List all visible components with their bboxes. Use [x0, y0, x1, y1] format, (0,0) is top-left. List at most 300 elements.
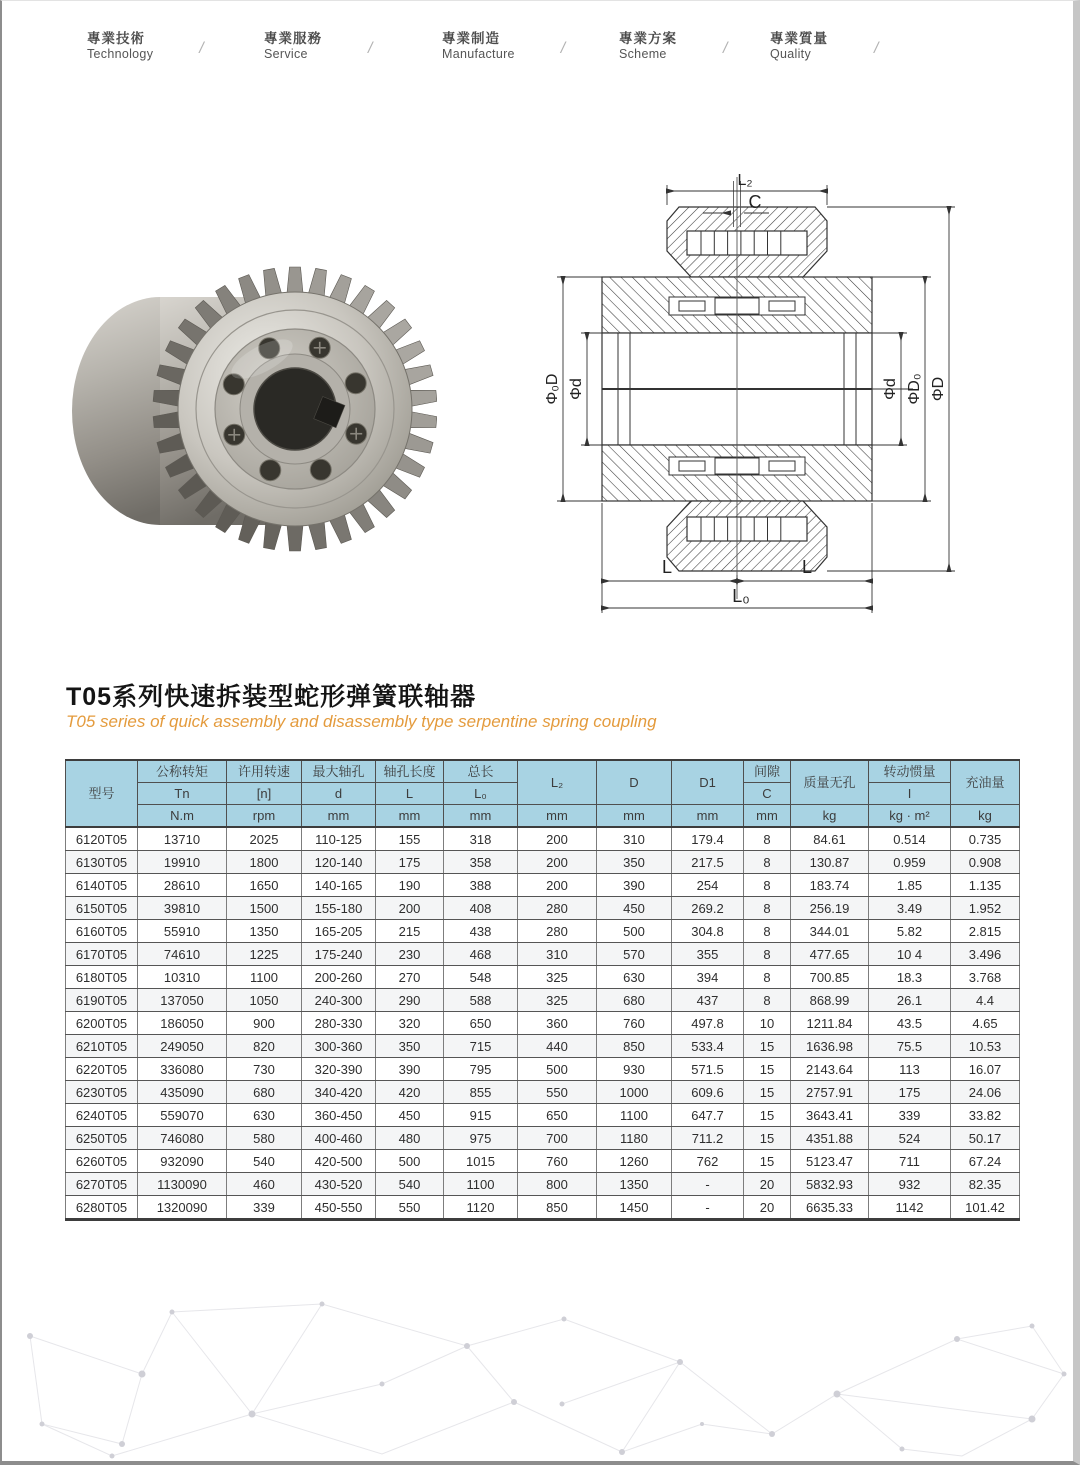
- dim-label-phi0d: Φ₀D: [544, 373, 561, 405]
- value-cell: 1500: [227, 897, 302, 920]
- table-row: [66, 943, 1020, 966]
- value-cell: 4.4: [951, 989, 1020, 1012]
- dim-label-l-right: L: [801, 557, 813, 577]
- value-cell: 408: [444, 897, 518, 920]
- value-cell: 437: [672, 989, 744, 1012]
- value-cell: 400-460: [302, 1127, 376, 1150]
- value-cell: 680: [227, 1081, 302, 1104]
- value-cell: 165-205: [302, 920, 376, 943]
- nav-item-scheme: [619, 31, 727, 61]
- value-cell: 500: [376, 1150, 444, 1173]
- model-cell: 6120T05: [66, 827, 138, 851]
- value-cell: 175-240: [302, 943, 376, 966]
- value-cell: 336080: [138, 1058, 227, 1081]
- value-cell: 13710: [138, 827, 227, 851]
- value-cell: 175: [376, 851, 444, 874]
- value-cell: 540: [227, 1150, 302, 1173]
- value-cell: 3.49: [869, 897, 951, 920]
- value-cell: 110-125: [302, 827, 376, 851]
- model-cell: 6130T05: [66, 851, 138, 874]
- value-cell: 650: [518, 1104, 597, 1127]
- slash-separator: /: [560, 39, 566, 57]
- value-cell: 20: [744, 1173, 791, 1196]
- value-cell: 711.2: [672, 1127, 744, 1150]
- model-cell: 6230T05: [66, 1081, 138, 1104]
- value-cell: 1636.98: [791, 1035, 869, 1058]
- value-cell: 932: [869, 1173, 951, 1196]
- value-cell: 1.952: [951, 897, 1020, 920]
- model-cell: 6190T05: [66, 989, 138, 1012]
- model-cell: 6210T05: [66, 1035, 138, 1058]
- dim-label-l0: L₀: [732, 586, 750, 606]
- value-cell: 320: [376, 1012, 444, 1035]
- col-header-name: L₂: [518, 760, 597, 805]
- value-cell: 1211.84: [791, 1012, 869, 1035]
- value-cell: 762: [672, 1150, 744, 1173]
- value-cell: 571.5: [672, 1058, 744, 1081]
- value-cell: 28610: [138, 874, 227, 897]
- spec-table: [65, 759, 1020, 1221]
- value-cell: 339: [227, 1196, 302, 1220]
- value-cell: 18.3: [869, 966, 951, 989]
- value-cell: 1350: [597, 1173, 672, 1196]
- constellation-pattern: [2, 1284, 1075, 1460]
- model-cell: 6170T05: [66, 943, 138, 966]
- value-cell: 310: [597, 827, 672, 851]
- value-cell: 540: [376, 1173, 444, 1196]
- value-cell: 43.5: [869, 1012, 951, 1035]
- value-cell: 680: [597, 989, 672, 1012]
- table-row: [66, 966, 1020, 989]
- value-cell: 190: [376, 874, 444, 897]
- value-cell: -: [672, 1196, 744, 1220]
- value-cell: 580: [227, 1127, 302, 1150]
- value-cell: 730: [227, 1058, 302, 1081]
- nav-item-quality: [770, 31, 878, 61]
- value-cell: 1100: [444, 1173, 518, 1196]
- value-cell: 1100: [597, 1104, 672, 1127]
- value-cell: 256.19: [791, 897, 869, 920]
- table-row: [66, 920, 1020, 943]
- value-cell: 588: [444, 989, 518, 1012]
- value-cell: 795: [444, 1058, 518, 1081]
- value-cell: 570: [597, 943, 672, 966]
- model-cell: 6140T05: [66, 874, 138, 897]
- nav-label-zh: 專業制造: [442, 31, 500, 46]
- value-cell: 975: [444, 1127, 518, 1150]
- model-cell: 6270T05: [66, 1173, 138, 1196]
- value-cell: 358: [444, 851, 518, 874]
- model-cell: 6280T05: [66, 1196, 138, 1220]
- nav-label-zh: 專業質量: [770, 31, 828, 46]
- value-cell: 130.87: [791, 851, 869, 874]
- value-cell: 183.74: [791, 874, 869, 897]
- value-cell: 1320090: [138, 1196, 227, 1220]
- col-header-name: 总长: [444, 760, 518, 783]
- value-cell: 420: [376, 1081, 444, 1104]
- dim-label-phid-right: Φd: [882, 378, 899, 400]
- dim-label-phid0: ΦD₀: [906, 373, 923, 405]
- col-header-symbol: C: [744, 783, 791, 805]
- value-cell: 318: [444, 827, 518, 851]
- value-cell: 350: [597, 851, 672, 874]
- value-cell: 269.2: [672, 897, 744, 920]
- value-cell: 340-420: [302, 1081, 376, 1104]
- value-cell: 500: [597, 920, 672, 943]
- value-cell: 533.4: [672, 1035, 744, 1058]
- value-cell: 179.4: [672, 827, 744, 851]
- value-cell: 50.17: [951, 1127, 1020, 1150]
- value-cell: 4351.88: [791, 1127, 869, 1150]
- value-cell: 310: [518, 943, 597, 966]
- value-cell: 1225: [227, 943, 302, 966]
- value-cell: 33.82: [951, 1104, 1020, 1127]
- model-cell: 6150T05: [66, 897, 138, 920]
- value-cell: 304.8: [672, 920, 744, 943]
- value-cell: 430-520: [302, 1173, 376, 1196]
- value-cell: 0.908: [951, 851, 1020, 874]
- dim-label-l-left: L: [661, 557, 673, 577]
- col-header-symbol: I: [869, 783, 951, 805]
- col-header-name: 轴孔长度: [376, 760, 444, 783]
- value-cell: 930: [597, 1058, 672, 1081]
- col-header-unit: kg: [791, 805, 869, 828]
- value-cell: 101.42: [951, 1196, 1020, 1220]
- value-cell: 200: [518, 874, 597, 897]
- value-cell: 217.5: [672, 851, 744, 874]
- model-cell: 6220T05: [66, 1058, 138, 1081]
- table-row: [66, 1058, 1020, 1081]
- value-cell: 175: [869, 1081, 951, 1104]
- nav-label-en: Scheme: [619, 46, 667, 61]
- value-cell: 140-165: [302, 874, 376, 897]
- dim-label-l2: L₂: [737, 172, 753, 189]
- value-cell: 8: [744, 827, 791, 851]
- col-header-symbol: L₀: [444, 783, 518, 805]
- nav-label-en: Manufacture: [442, 46, 515, 61]
- value-cell: 290: [376, 989, 444, 1012]
- value-cell: 320-390: [302, 1058, 376, 1081]
- col-header-unit: mm: [672, 805, 744, 828]
- value-cell: 468: [444, 943, 518, 966]
- coupling-photo-graphic: [57, 241, 437, 576]
- value-cell: 1800: [227, 851, 302, 874]
- spring-slots-top: [687, 231, 807, 255]
- nav-label-zh: 專業技術: [87, 31, 145, 46]
- value-cell: 200: [518, 851, 597, 874]
- value-cell: 480: [376, 1127, 444, 1150]
- table-row: [66, 1012, 1020, 1035]
- col-header-symbol: d: [302, 783, 376, 805]
- value-cell: 438: [444, 920, 518, 943]
- value-cell: 325: [518, 966, 597, 989]
- value-cell: 3.496: [951, 943, 1020, 966]
- value-cell: 2143.64: [791, 1058, 869, 1081]
- value-cell: 868.99: [791, 989, 869, 1012]
- nav-label-zh: 專業方案: [619, 31, 677, 46]
- table-row: [66, 851, 1020, 874]
- value-cell: 2.815: [951, 920, 1020, 943]
- value-cell: 5.82: [869, 920, 951, 943]
- value-cell: 215: [376, 920, 444, 943]
- col-header-unit: mm: [597, 805, 672, 828]
- col-header-name: D: [597, 760, 672, 805]
- dim-label-phidbig: ΦD: [930, 376, 947, 402]
- value-cell: 1050: [227, 989, 302, 1012]
- value-cell: 280: [518, 897, 597, 920]
- table-row: [66, 1173, 1020, 1196]
- model-cell: 6250T05: [66, 1127, 138, 1150]
- value-cell: 67.24: [951, 1150, 1020, 1173]
- value-cell: 700: [518, 1127, 597, 1150]
- value-cell: 20: [744, 1196, 791, 1220]
- col-header-name: 质量无孔: [791, 760, 869, 805]
- value-cell: 155: [376, 827, 444, 851]
- value-cell: 1142: [869, 1196, 951, 1220]
- value-cell: 8: [744, 920, 791, 943]
- value-cell: 82.35: [951, 1173, 1020, 1196]
- value-cell: 550: [376, 1196, 444, 1220]
- value-cell: 55910: [138, 920, 227, 943]
- value-cell: 1120: [444, 1196, 518, 1220]
- value-cell: 650: [444, 1012, 518, 1035]
- value-cell: 1180: [597, 1127, 672, 1150]
- value-cell: 850: [518, 1196, 597, 1220]
- value-cell: 344.01: [791, 920, 869, 943]
- value-cell: 8: [744, 989, 791, 1012]
- spring-slots-bottom: [687, 517, 807, 541]
- value-cell: 26.1: [869, 989, 951, 1012]
- value-cell: 440: [518, 1035, 597, 1058]
- value-cell: 1.85: [869, 874, 951, 897]
- spec-table-body: [66, 827, 1020, 1220]
- value-cell: 388: [444, 874, 518, 897]
- col-header-unit: mm: [376, 805, 444, 828]
- value-cell: 24.06: [951, 1081, 1020, 1104]
- slash-separator: /: [874, 39, 879, 57]
- value-cell: 4.65: [951, 1012, 1020, 1035]
- value-cell: 450: [376, 1104, 444, 1127]
- value-cell: 280: [518, 920, 597, 943]
- value-cell: 3.768: [951, 966, 1020, 989]
- value-cell: 500: [518, 1058, 597, 1081]
- coupling-body: [602, 207, 913, 571]
- model-cell: 6260T05: [66, 1150, 138, 1173]
- col-header-unit: mm: [518, 805, 597, 828]
- table-row: [66, 1035, 1020, 1058]
- value-cell: 435090: [138, 1081, 227, 1104]
- col-header-name: 最大轴孔: [302, 760, 376, 783]
- value-cell: 15: [744, 1058, 791, 1081]
- slash-separator: /: [368, 39, 373, 57]
- value-cell: 1130090: [138, 1173, 227, 1196]
- value-cell: 1260: [597, 1150, 672, 1173]
- value-cell: 647.7: [672, 1104, 744, 1127]
- value-cell: 932090: [138, 1150, 227, 1173]
- nav-item-technology: [87, 31, 204, 61]
- value-cell: 477.65: [791, 943, 869, 966]
- value-cell: 1350: [227, 920, 302, 943]
- value-cell: 280-330: [302, 1012, 376, 1035]
- col-header-unit: mm: [744, 805, 791, 828]
- value-cell: 8: [744, 966, 791, 989]
- table-row: [66, 989, 1020, 1012]
- dim-label-c: C: [748, 192, 762, 212]
- value-cell: 350: [376, 1035, 444, 1058]
- coupling-section-drawing: [517, 151, 997, 626]
- value-cell: 15: [744, 1127, 791, 1150]
- table-row: [66, 827, 1020, 851]
- col-header-unit: rpm: [227, 805, 302, 828]
- product-photo: [57, 241, 437, 576]
- value-cell: 900: [227, 1012, 302, 1035]
- value-cell: 609.6: [672, 1081, 744, 1104]
- value-cell: 270: [376, 966, 444, 989]
- nav-label-zh: 專業服務: [264, 31, 322, 46]
- value-cell: 630: [597, 966, 672, 989]
- value-cell: 850: [597, 1035, 672, 1058]
- value-cell: 1.135: [951, 874, 1020, 897]
- value-cell: 0.514: [869, 827, 951, 851]
- value-cell: 155-180: [302, 897, 376, 920]
- value-cell: 8: [744, 874, 791, 897]
- value-cell: 137050: [138, 989, 227, 1012]
- value-cell: 390: [376, 1058, 444, 1081]
- value-cell: 559070: [138, 1104, 227, 1127]
- col-header-name: D1: [672, 760, 744, 805]
- value-cell: 3643.41: [791, 1104, 869, 1127]
- value-cell: 113: [869, 1058, 951, 1081]
- value-cell: 1015: [444, 1150, 518, 1173]
- value-cell: 325: [518, 989, 597, 1012]
- value-cell: 10310: [138, 966, 227, 989]
- value-cell: 360: [518, 1012, 597, 1035]
- value-cell: 75.5: [869, 1035, 951, 1058]
- col-header-unit: N.m: [138, 805, 227, 828]
- dim-label-phid-left: Φd: [568, 378, 585, 400]
- slash-separator: /: [199, 39, 204, 57]
- col-header-name: 充油量: [951, 760, 1020, 805]
- value-cell: 15: [744, 1035, 791, 1058]
- value-cell: 10.53: [951, 1035, 1020, 1058]
- value-cell: 394: [672, 966, 744, 989]
- value-cell: 1000: [597, 1081, 672, 1104]
- value-cell: 186050: [138, 1012, 227, 1035]
- table-row: [66, 1081, 1020, 1104]
- value-cell: 497.8: [672, 1012, 744, 1035]
- value-cell: 746080: [138, 1127, 227, 1150]
- col-header-name: 转动惯量: [869, 760, 951, 783]
- col-header-name: 许用转速: [227, 760, 302, 783]
- value-cell: 630: [227, 1104, 302, 1127]
- value-cell: 240-300: [302, 989, 376, 1012]
- value-cell: 760: [597, 1012, 672, 1035]
- value-cell: 15: [744, 1104, 791, 1127]
- table-row: [66, 897, 1020, 920]
- value-cell: 711: [869, 1150, 951, 1173]
- col-header-model: 型号: [66, 760, 138, 827]
- bolt-left: [679, 301, 705, 311]
- value-cell: 16.07: [951, 1058, 1020, 1081]
- value-cell: 19910: [138, 851, 227, 874]
- table-row: [66, 1150, 1020, 1173]
- value-cell: 8: [744, 943, 791, 966]
- value-cell: 760: [518, 1150, 597, 1173]
- value-cell: 39810: [138, 897, 227, 920]
- col-header-symbol: [n]: [227, 783, 302, 805]
- value-cell: 420-500: [302, 1150, 376, 1173]
- nav-label-en: Technology: [87, 46, 154, 61]
- value-cell: 360-450: [302, 1104, 376, 1127]
- value-cell: 450-550: [302, 1196, 376, 1220]
- value-cell: 550: [518, 1081, 597, 1104]
- col-header-unit: mm: [444, 805, 518, 828]
- model-cell: 6180T05: [66, 966, 138, 989]
- model-cell: 6240T05: [66, 1104, 138, 1127]
- col-header-unit: kg · m²: [869, 805, 951, 828]
- value-cell: 254: [672, 874, 744, 897]
- value-cell: 8: [744, 851, 791, 874]
- value-cell: 2757.91: [791, 1081, 869, 1104]
- section-subtitle: T05 series of quick assembly and disassembly type serpentine spring coupling: [66, 712, 657, 731]
- value-cell: 820: [227, 1035, 302, 1058]
- value-cell: 15: [744, 1150, 791, 1173]
- value-cell: 1100: [227, 966, 302, 989]
- table-row: [66, 1127, 1020, 1150]
- table-row: [66, 1104, 1020, 1127]
- value-cell: 74610: [138, 943, 227, 966]
- nav-item-service: [264, 31, 372, 61]
- bolt-right: [769, 301, 795, 311]
- value-cell: 300-360: [302, 1035, 376, 1058]
- value-cell: 1650: [227, 874, 302, 897]
- value-cell: 355: [672, 943, 744, 966]
- value-cell: 0.959: [869, 851, 951, 874]
- table-row: [66, 874, 1020, 897]
- value-cell: 524: [869, 1127, 951, 1150]
- value-cell: 230: [376, 943, 444, 966]
- nav-label-en: Service: [264, 46, 308, 61]
- value-cell: -: [672, 1173, 744, 1196]
- value-cell: 249050: [138, 1035, 227, 1058]
- col-header-symbol: Tn: [138, 783, 227, 805]
- value-cell: 915: [444, 1104, 518, 1127]
- col-header-unit: mm: [302, 805, 376, 828]
- value-cell: 200-260: [302, 966, 376, 989]
- value-cell: 10: [744, 1012, 791, 1035]
- value-cell: 200: [518, 827, 597, 851]
- value-cell: 200: [376, 897, 444, 920]
- value-cell: 15: [744, 1081, 791, 1104]
- value-cell: 548: [444, 966, 518, 989]
- value-cell: 0.735: [951, 827, 1020, 851]
- value-cell: 5832.93: [791, 1173, 869, 1196]
- col-header-name: 公称转矩: [138, 760, 227, 783]
- section-title: T05系列快速拆装型蛇形弹簧联轴器: [66, 683, 477, 711]
- model-cell: 6200T05: [66, 1012, 138, 1035]
- value-cell: 460: [227, 1173, 302, 1196]
- value-cell: 2025: [227, 827, 302, 851]
- col-header-unit: kg: [951, 805, 1020, 828]
- spec-table-head: [66, 760, 1020, 827]
- col-header-symbol: L: [376, 783, 444, 805]
- value-cell: 120-140: [302, 851, 376, 874]
- technical-drawing: [517, 151, 997, 626]
- value-cell: 339: [869, 1104, 951, 1127]
- value-cell: 1450: [597, 1196, 672, 1220]
- value-cell: 6635.33: [791, 1196, 869, 1220]
- value-cell: 700.85: [791, 966, 869, 989]
